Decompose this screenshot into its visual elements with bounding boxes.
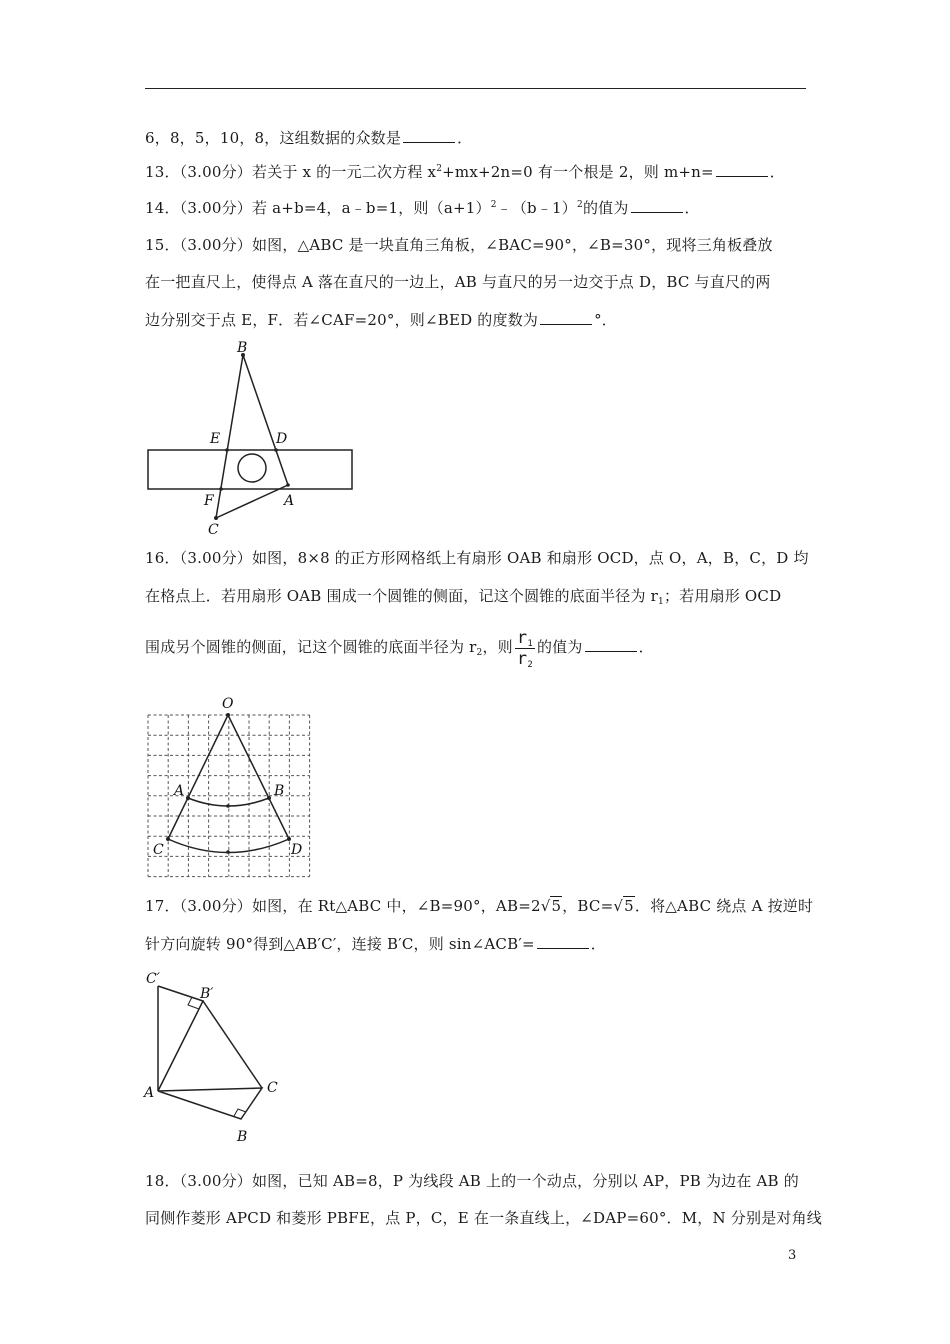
- ruler-hole: [238, 454, 266, 482]
- point-a: [286, 483, 290, 487]
- q12-line: [145, 128, 472, 148]
- header-rule: [145, 88, 806, 89]
- q17-line-1-mid: ，BC=: [562, 897, 614, 915]
- answer-blank: [585, 637, 637, 652]
- point-f: [219, 487, 223, 491]
- answer-blank: [403, 128, 455, 143]
- q12-text: 6，8，5，10，8，这组数据的众数是: [145, 129, 402, 147]
- ruler: [148, 450, 352, 489]
- denominator-r: r: [516, 648, 528, 669]
- label-a: A: [174, 783, 185, 799]
- numerator-sub: 1: [527, 638, 533, 649]
- q16-line-3-end: ．: [638, 638, 654, 656]
- q17-line-2-end: ．: [590, 935, 606, 953]
- point-e: [225, 448, 229, 452]
- point-d: [287, 837, 291, 841]
- q12-end: ．: [457, 129, 473, 147]
- q18-line-1: 18．（3.00分）如图，已知 AB=8，P 为线段 AB 上的一个动点，分别以 AP，PB 为边在 AB 的: [145, 1172, 799, 1190]
- q15-figure: [140, 338, 365, 538]
- segment-b-prime-c: [203, 1001, 262, 1088]
- q17-line-1: [145, 896, 813, 916]
- q17-line-1-post: ．将△ABC 绕点 A 按逆时: [634, 897, 814, 915]
- radius-oc: [168, 715, 228, 839]
- q14-end: ．: [684, 199, 700, 217]
- page-number: 3: [788, 1248, 797, 1263]
- point-cd-mid: [226, 850, 230, 854]
- radius-od: [228, 715, 289, 839]
- label-c-prime: C′: [146, 971, 160, 987]
- label-b: B: [274, 783, 285, 799]
- point-c: [214, 516, 218, 520]
- q16-r1-subscript: 1: [658, 597, 664, 607]
- q17-line-2-pre: 针方向旋转 90°得到△AB′C′，连接 B′C，则 sin∠ACB′=: [145, 935, 535, 953]
- label-a: A: [144, 1085, 155, 1101]
- q16-line-2: [145, 586, 781, 606]
- sqrt-5: √5: [613, 897, 634, 915]
- label-o: O: [222, 696, 234, 712]
- q16-line-2-post: ；若用扇形 OCD: [663, 587, 782, 605]
- q17-line-2: [145, 934, 606, 954]
- q16-line-3-pre: 围成另个圆锥的侧面，记这个圆锥的底面半径为 r: [145, 638, 477, 656]
- q14-pre: 14．（3.00分）若 a+b=4，a﹣b=1，则（a+1）: [145, 199, 491, 217]
- point-d: [274, 448, 278, 452]
- point-b: [267, 796, 271, 800]
- numerator-r: r: [516, 627, 528, 648]
- r1-over-r2-fraction: [515, 628, 535, 669]
- label-b: B: [237, 340, 248, 356]
- answer-blank: [631, 198, 683, 213]
- q14-exponent-1: 2: [490, 200, 497, 210]
- q16-line-1: 16．（3.00分）如图，8×8 的正方形网格纸上有扇形 OAB 和扇形 OCD，点 O，A，B，C，D 均: [145, 549, 809, 567]
- denominator-sub: 2: [527, 659, 533, 670]
- q14-exponent-2: 2: [577, 200, 583, 210]
- q15-line-3-end: °．: [594, 311, 618, 329]
- label-e: E: [210, 431, 221, 447]
- q16-line-3: [145, 624, 654, 670]
- label-c: C: [208, 522, 219, 538]
- q16-line-3-mid: ，则: [482, 638, 513, 656]
- point-ab-mid: [226, 804, 230, 808]
- q15-line-1: 15．（3.00分）如图，△ABC 是一块直角三角板，∠BAC=90°，∠B=30°，现将三角板叠放: [145, 236, 773, 254]
- q13-end: ．: [769, 163, 785, 181]
- q17-figure: [140, 965, 300, 1150]
- q15-line-3: [145, 310, 617, 330]
- q18-line-2: 同侧作菱形 APCD 和菱形 PBFE，点 P，C，E 在一条直线上，∠DAP=60°．M，N 分别是对角线: [145, 1209, 822, 1227]
- q16-figure: [140, 694, 320, 884]
- q16-r2-subscript: 2: [476, 648, 483, 658]
- answer-blank: [537, 934, 589, 949]
- radicand: 5: [624, 897, 634, 915]
- label-c: C: [153, 842, 164, 858]
- label-b-prime: B′: [200, 986, 214, 1002]
- q15-line-2: 在一把直尺上，使得点 A 落在直尺的一边上，AB 与直尺的另一边交于点 D，BC 与直尺的两: [145, 273, 771, 291]
- sqrt-5: √5: [540, 897, 562, 915]
- point-o: [226, 713, 230, 717]
- q14-mid: ﹣（b﹣1）: [496, 199, 577, 217]
- q13-post: +mx+2n=0 有一个根是 2，则 m+n=: [442, 163, 714, 181]
- point-a: [186, 796, 190, 800]
- q16-line-3-post: 的值为: [536, 638, 583, 656]
- q16-line-2-pre: 在格点上．若用扇形 OAB 围成一个圆锥的侧面，记这个圆锥的底面半径为 r: [145, 587, 659, 605]
- label-f: F: [204, 493, 214, 509]
- q13-pre: 13．（3.00分）若关于 x 的一元二次方程 x: [145, 163, 437, 181]
- q13-exponent: 2: [436, 164, 443, 174]
- answer-blank: [540, 310, 592, 325]
- q14-line: [145, 198, 700, 218]
- triangle-ab-prime-c-prime: [158, 986, 203, 1091]
- radicand: 5: [551, 897, 562, 915]
- label-b: B: [237, 1129, 248, 1145]
- q14-post: 的值为: [582, 199, 629, 217]
- answer-blank: [716, 162, 768, 177]
- fraction-denominator: [517, 649, 533, 669]
- q15-line-3-pre: 边分别交于点 E，F．若∠CAF=20°，则∠BED 的度数为: [145, 311, 539, 329]
- triangle-abc: [158, 1088, 262, 1119]
- fraction-numerator: [515, 628, 535, 649]
- label-a: A: [284, 493, 295, 509]
- q17-line-1-pre: 17．（3.00分）如图，在 Rt△ABC 中，∠B=90°，AB=2: [145, 897, 541, 915]
- label-d: D: [291, 842, 303, 858]
- point-c: [166, 837, 170, 841]
- label-c: C: [267, 1080, 278, 1096]
- label-d: D: [276, 431, 288, 447]
- q13-line: [145, 162, 785, 182]
